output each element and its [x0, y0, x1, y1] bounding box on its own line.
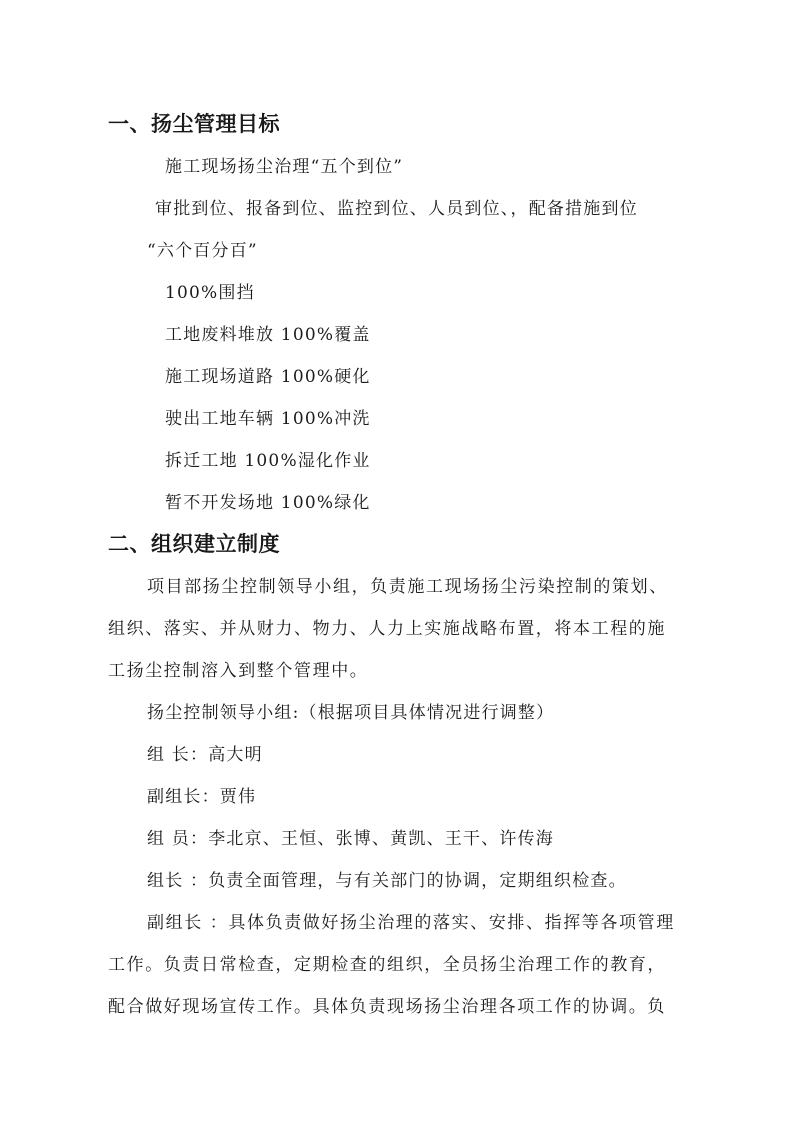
- group-members-line: 组 员：李北京、王恒、张博、黄凯、王干、许传海: [147, 829, 555, 849]
- goal-line-vehicle-washing: 驶出工地车辆 100%冲洗: [165, 409, 371, 429]
- paragraph-line: 工作。负责日常检查，定期检查的组织，全员扬尘治理工作的教育，: [108, 955, 666, 975]
- paragraph-line: 副组长 ：具体负责做好扬尘治理的落实、安排、指挥等各项管理: [147, 913, 675, 933]
- leader-duty-line: 组长 ：负责全面管理，与有关部门的协调，定期组织检查。: [147, 871, 627, 891]
- goal-line-road-hardening: 施工现场道路 100%硬化: [165, 367, 371, 387]
- goal-line-waste-cover: 工地废料堆放 100%覆盖: [165, 325, 371, 345]
- goal-line-six-hundred-percent: “六个百分百”: [147, 241, 258, 261]
- section-heading-dust-management-goals: 一、扬尘管理目标: [108, 112, 280, 136]
- deputy-leader-line: 副组长：贾伟: [147, 787, 257, 807]
- paragraph-line: 工扬尘控制溶入到整个管理中。: [108, 661, 369, 681]
- goal-line-five-items: 审批到位、报备到位、监控到位、人员到位、，配备措施到位: [155, 199, 638, 219]
- goal-line-enclosure: 100%围挡: [165, 283, 255, 303]
- goal-line-five-in-place: 施工现场扬尘治理“五个到位”: [165, 157, 404, 177]
- leading-group-title: 扬尘控制领导小组:（根据项目具体情况进行调整）: [147, 703, 555, 723]
- paragraph-line: 项目部扬尘控制领导小组，负责施工现场扬尘污染控制的策划、: [147, 577, 668, 597]
- group-leader-line: 组 长：高大明: [147, 745, 263, 765]
- goal-line-wet-operation: 拆迁工地 100%湿化作业: [165, 451, 371, 471]
- section-heading-organization: 二、组织建立制度: [108, 532, 280, 556]
- paragraph-line: 组织、落实、并从财力、物力、人力上实施战略布置，将本工程的施: [108, 619, 666, 639]
- goal-line-greening: 暂不开发场地 100%绿化: [165, 493, 371, 513]
- paragraph-line: 配合做好现场宣传工作。具体负责现场扬尘治理各项工作的协调。负: [108, 997, 666, 1017]
